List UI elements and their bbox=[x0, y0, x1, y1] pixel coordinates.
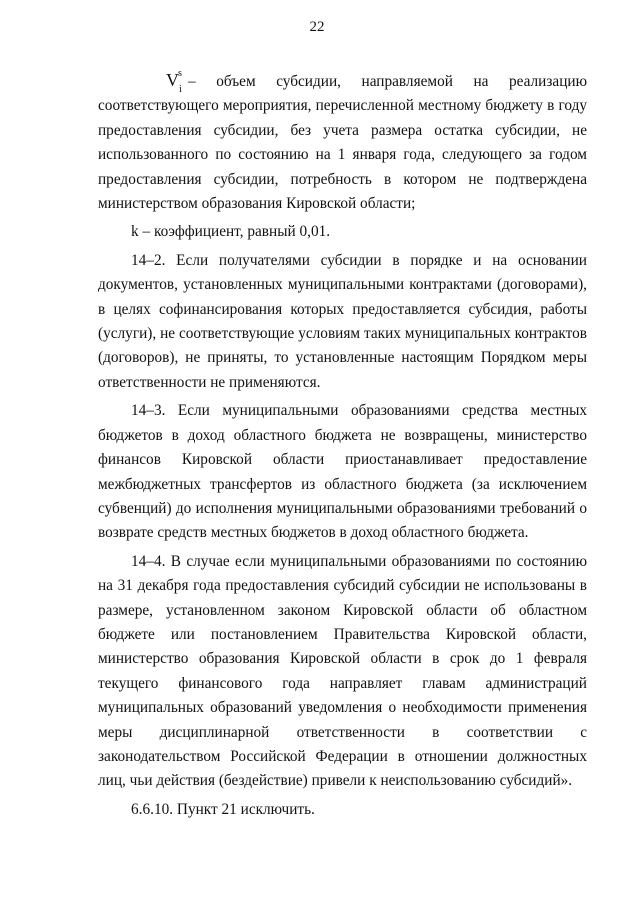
paragraph-variable-definition bbox=[98, 68, 587, 216]
paragraph-14-4: 14–4. В случае если муниципальными образованиями по состоянию на 31 декабря года предоставления субсидий субсидии не использованы в размере, установленном законом Кировской области об областном бюджете или постановлением Правительства Кировской области, министерство образования Кировской области в срок до 1 февраля текущего финансового года направляет главам администраций муниципальных образований уведомления о необходимости применения меры дисциплинарной ответственности в соответствии с законодательством Российской Федерации в отношении должностных лиц, чьи действия (бездействие) привели к неиспользованию субсидий». bbox=[98, 552, 587, 790]
variable-superscript: s bbox=[178, 68, 182, 79]
variable-base: V bbox=[166, 70, 179, 90]
document-body bbox=[98, 68, 587, 822]
paragraph-6-6-10: 6.6.10. Пункт 21 исключить. bbox=[131, 800, 315, 818]
paragraph-14-3: 14–3. Если муниципальными образованиями средства местных бюджетов в доход областного бюджета не возвращены, министерство финансов Кировской области приостанавливает предоставление межбюджетных трансфертов из областного бюджета (за исключением субвенций) до исполнения муниципальными образованиями требований о возврате средств местных бюджетов в доход областного бюджета. bbox=[98, 402, 587, 542]
page-number: 22 bbox=[309, 19, 325, 35]
paragraph-14-2: 14–2. Если получателями субсидии в порядке и на основании документов, установленных муниципальными контрактами (договорами), в целях софинансирования которых предоставляется субсидия, работы (услуги), не соответствующие условиям таких муниципальных контрактов (договоров), не приняты, то установленные настоящим Порядком меры ответственности не применяются. bbox=[98, 251, 587, 391]
paragraph-coefficient: k – коэффициент, равный 0,01. bbox=[131, 223, 331, 241]
variable-definition-text: – объем субсидии, направляемой на реализацию соответствующего мероприятия, перечисленной местному бюджету в году предоставления субсидии, без учета размера остатка субсидии, не использованного по состоянию на 1 января года, следующего за годом предоставления субсидии, потребность в котором не подтверждена министерством образования Кировской области; bbox=[98, 73, 587, 213]
variable-subscript: i bbox=[179, 84, 182, 95]
variable-symbol bbox=[131, 68, 182, 95]
